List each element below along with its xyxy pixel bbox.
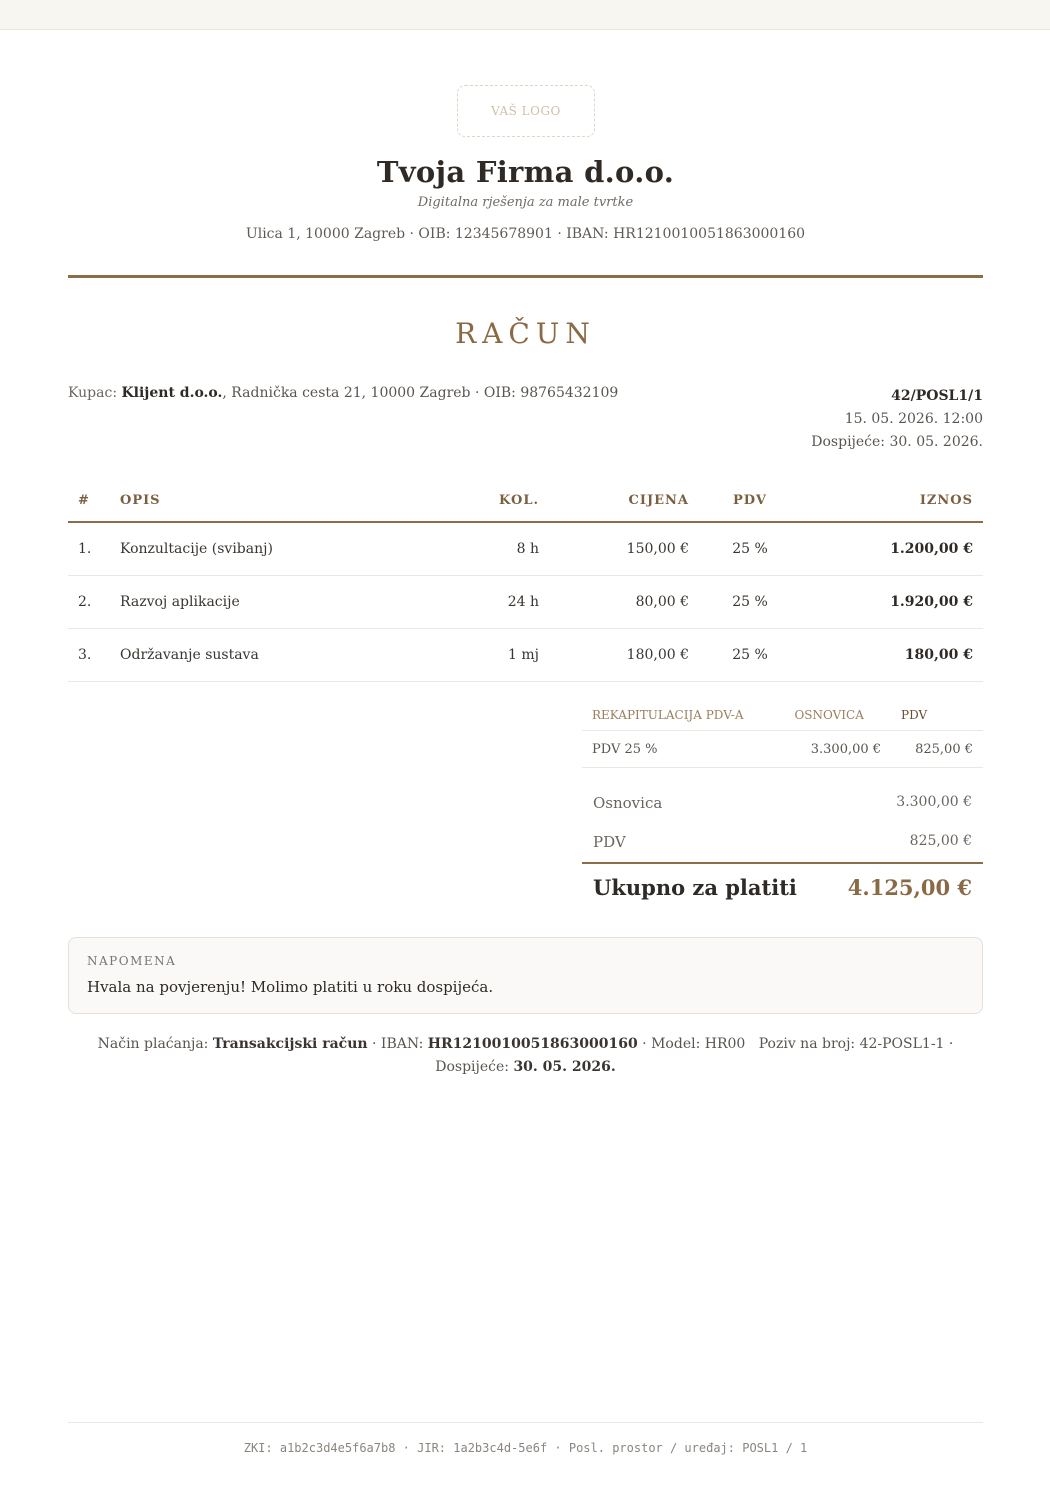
- note-text: Hvala na povjerenju! Molimo platiti u roku dospijeća.: [87, 978, 494, 996]
- payment-model: Model: HR00: [651, 1036, 746, 1052]
- company-info: Ulica 1, 10000 Zagreb · OIB: 12345678901 · IBAN: HR1210010051863000160: [245, 226, 806, 242]
- payment-due-value: 30. 05. 2026.: [513, 1059, 616, 1075]
- totals-vat-label: PDV: [593, 833, 626, 851]
- vat-recap-header-base: OSNOVICA: [784, 700, 891, 731]
- vat-recap-table: [582, 700, 983, 768]
- payment-sep: ·: [944, 1036, 954, 1052]
- payment-method-label: Način plaćanja:: [97, 1036, 209, 1052]
- row-vat: 25 %: [699, 576, 801, 629]
- table-row: [68, 522, 983, 576]
- row-price: 180,00 €: [549, 629, 699, 682]
- payment-sep: ·: [637, 1036, 652, 1052]
- payment-iban-label: IBAN:: [380, 1036, 424, 1052]
- vat-recap-base: 3.300,00 €: [784, 731, 891, 768]
- row-amount: 1.920,00 €: [801, 576, 983, 629]
- footer-divider: [68, 1422, 983, 1423]
- invoice-number: 42/POSL1/1: [891, 388, 983, 404]
- col-header-desc: OPIS: [110, 479, 419, 522]
- payment-due-label: Dospijeće:: [435, 1059, 509, 1075]
- vat-recap-header-vat: PDV: [891, 700, 983, 731]
- vat-recap-header-label: REKAPITULACIJA PDV-A: [582, 700, 784, 731]
- payment-sep: ·: [367, 1036, 381, 1052]
- payment-iban-value: HR1210010051863000160: [427, 1036, 638, 1052]
- col-header-price: CIJENA: [549, 479, 699, 522]
- table-row: [68, 576, 983, 629]
- fiscal-footer: ZKI: a1b2c3d4e5f6a7b8 · JIR: 1a2b3c4d-5e6f · Posl. prostor / uređaj: POSL1 / 1: [243, 1441, 808, 1455]
- row-price: 80,00 €: [549, 576, 699, 629]
- note-box: [68, 937, 983, 1014]
- note-title: NAPOMENA: [87, 954, 177, 968]
- row-vat: 25 %: [699, 522, 801, 576]
- col-header-amount: IZNOS: [801, 479, 983, 522]
- items-header-row: [68, 479, 983, 522]
- vat-recap-header-row: [582, 700, 983, 731]
- row-amount: 180,00 €: [801, 629, 983, 682]
- payment-method-value: Transakcijski račun: [212, 1036, 368, 1052]
- top-strip: [0, 0, 1050, 30]
- buyer-details: , Radnička cesta 21, 10000 Zagreb · OIB: 98765432109: [222, 385, 619, 401]
- row-qty: 1 mj: [419, 629, 549, 682]
- buyer-label: Kupac:: [68, 385, 118, 401]
- payment-reference: Poziv na broj: 42-POSL1-1: [758, 1036, 945, 1052]
- buyer-info: [68, 385, 618, 401]
- invoice-meta: [811, 385, 983, 454]
- invoice-due-date: Dospijeće: 30. 05. 2026.: [811, 434, 983, 450]
- company-name: Tvoja Firma d.o.o.: [376, 155, 675, 189]
- vat-recap-row: [582, 731, 983, 768]
- logo-placeholder: VAŠ LOGO: [457, 85, 595, 137]
- totals-divider: [582, 862, 983, 864]
- row-num: 2.: [68, 576, 110, 629]
- vat-recap-label: PDV 25 %: [582, 731, 784, 768]
- row-desc: Konzultacije (svibanj): [110, 522, 419, 576]
- row-num: 1.: [68, 522, 110, 576]
- grand-total-label: Ukupno za platiti: [593, 875, 797, 900]
- items-table: [68, 479, 983, 682]
- row-amount: 1.200,00 €: [801, 522, 983, 576]
- col-header-qty: KOL.: [419, 479, 549, 522]
- grand-total-value: 4.125,00 €: [847, 875, 972, 900]
- row-price: 150,00 €: [549, 522, 699, 576]
- row-num: 3.: [68, 629, 110, 682]
- row-desc: Održavanje sustava: [110, 629, 419, 682]
- row-qty: 24 h: [419, 576, 549, 629]
- header-divider: [68, 275, 983, 278]
- totals-vat-value: 825,00 €: [909, 833, 972, 849]
- totals-base-label: Osnovica: [593, 794, 663, 812]
- document-title: RAČUN: [455, 317, 596, 350]
- invoice-datetime: 15. 05. 2026. 12:00: [844, 411, 983, 427]
- col-header-num: #: [68, 479, 110, 522]
- totals-base-value: 3.300,00 €: [896, 794, 972, 810]
- buyer-name: Klijent d.o.o.: [121, 385, 223, 401]
- payment-info: [68, 1033, 983, 1079]
- company-tagline: Digitalna rješenja za male tvrtke: [417, 195, 634, 210]
- col-header-vat: PDV: [699, 479, 801, 522]
- row-vat: 25 %: [699, 629, 801, 682]
- row-desc: Razvoj aplikacije: [110, 576, 419, 629]
- table-row: [68, 629, 983, 682]
- row-qty: 8 h: [419, 522, 549, 576]
- vat-recap-vat: 825,00 €: [891, 731, 983, 768]
